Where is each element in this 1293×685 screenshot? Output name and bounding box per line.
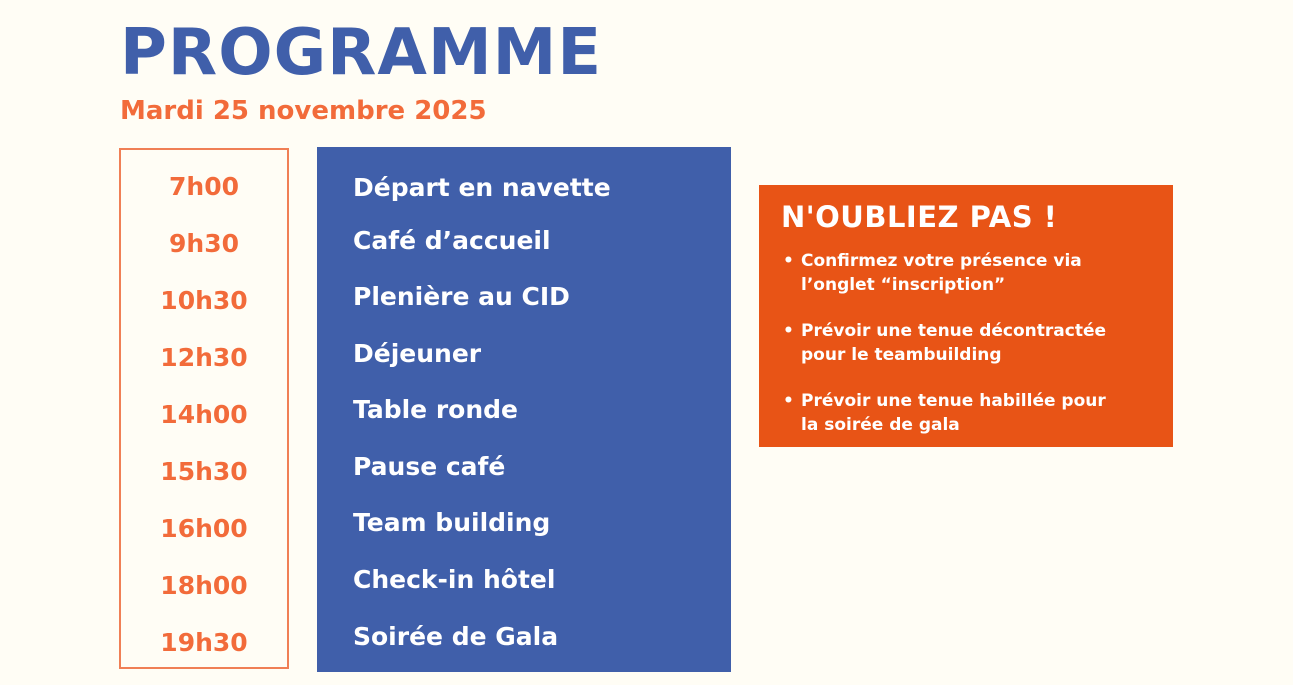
activity-item: Plenière au CID bbox=[353, 282, 570, 311]
activity-item: Team building bbox=[353, 508, 551, 537]
reminder-title: N'OUBLIEZ PAS ! bbox=[781, 200, 1058, 234]
bullet-icon: • bbox=[783, 251, 794, 271]
bullet-icon: • bbox=[783, 321, 794, 341]
time-slot: 10h30 bbox=[160, 286, 248, 315]
activity-item: Soirée de Gala bbox=[353, 622, 559, 651]
time-slot: 19h30 bbox=[160, 628, 248, 657]
reminder-panel bbox=[759, 185, 1173, 447]
time-slot: 14h00 bbox=[160, 400, 248, 429]
activity-item: Table ronde bbox=[353, 395, 518, 424]
reminder-list bbox=[781, 249, 1151, 437]
activity-item: Déjeuner bbox=[353, 339, 482, 368]
time-slot: 16h00 bbox=[160, 514, 248, 543]
time-slot: 9h30 bbox=[169, 229, 239, 258]
bullet-icon: • bbox=[783, 391, 794, 411]
time-slot: 7h00 bbox=[169, 172, 239, 201]
schedule-times-column bbox=[119, 148, 289, 669]
activity-item: Pause café bbox=[353, 452, 506, 481]
reminder-item bbox=[781, 249, 1121, 297]
time-slot: 12h30 bbox=[160, 343, 248, 372]
reminder-item bbox=[781, 389, 1121, 437]
activity-item: Café d’accueil bbox=[353, 226, 551, 255]
activity-item: Départ en navette bbox=[353, 173, 611, 202]
activity-item: Check-in hôtel bbox=[353, 565, 556, 594]
time-slot: 18h00 bbox=[160, 571, 248, 600]
schedule-activities-column bbox=[317, 147, 731, 672]
reminder-item-text: Confirmez votre présence via l’onglet “inscription” bbox=[801, 251, 1082, 295]
page-title: PROGRAMME bbox=[120, 16, 603, 90]
reminder-item bbox=[781, 319, 1121, 367]
reminder-item-text: Prévoir une tenue habillée pour la soirée de gala bbox=[801, 391, 1106, 435]
event-date: Mardi 25 novembre 2025 bbox=[120, 96, 487, 126]
reminder-item-text: Prévoir une tenue décontractée pour le teambuilding bbox=[801, 321, 1107, 365]
time-slot: 15h30 bbox=[160, 457, 248, 486]
